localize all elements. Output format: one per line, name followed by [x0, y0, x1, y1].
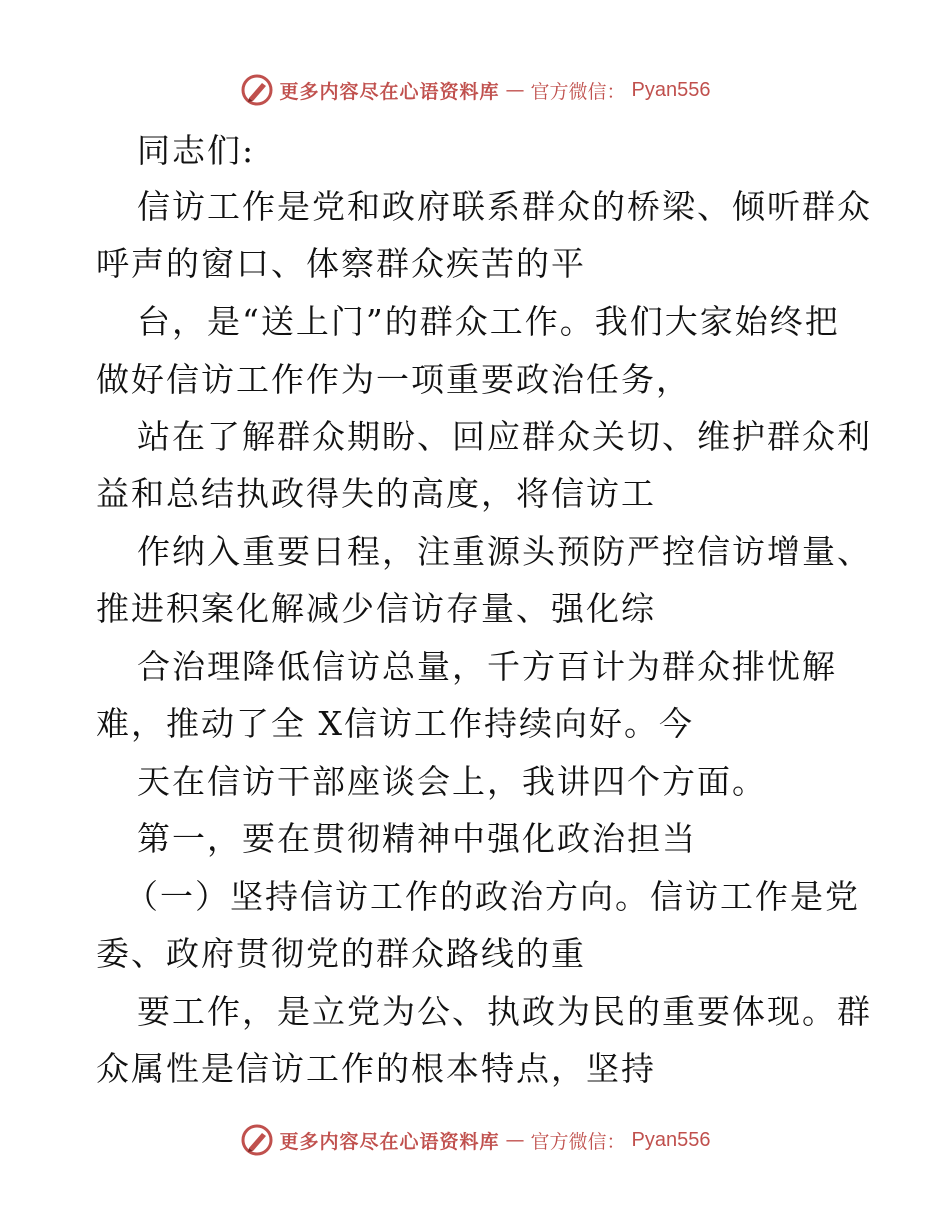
pen-logo-icon	[240, 1123, 274, 1157]
text-line: （一）坚持信访工作的政治方向。信访工作是党	[125, 877, 860, 916]
text-line: 呼声的窗口、体察群众疾苦的平	[96, 244, 586, 283]
banner-wechat-label: 官方微信：	[530, 80, 626, 103]
text-line: 天在信访干部座谈会上，我讲四个方面。	[137, 762, 767, 801]
section-heading: 第一，要在贯彻精神中强化政治担当	[137, 819, 697, 858]
text-line: 同志们:	[137, 131, 256, 170]
banner-wechat-label: 官方微信：	[530, 1130, 626, 1153]
text-line: 站在了解群众期盼、回应群众关切、维护群众利	[137, 417, 872, 456]
text-line: 委、政府贯彻党的群众路线的重	[96, 934, 586, 973]
banner-site-text: 更多内容尽在心语资料库	[279, 1130, 500, 1153]
banner-wechat-id: Pyan556	[631, 78, 711, 101]
text-line: 信访工作是党和政府联系群众的桥梁、倾听群众	[137, 187, 872, 226]
pen-logo-icon	[240, 73, 274, 107]
text-line: 益和总结执政得失的高度，将信访工	[96, 474, 656, 513]
banner-separator: —	[505, 79, 525, 101]
text-line: 做好信访工作作为一项重要政治任务，	[96, 360, 691, 399]
text-line: 作纳入重要日程，注重源头预防严控信访增量、	[137, 532, 872, 571]
banner-separator: —	[505, 1129, 525, 1151]
banner-site-text: 更多内容尽在心语资料库	[279, 80, 500, 103]
text-line: 要工作，是立党为公、执政为民的重要体现。群	[137, 992, 872, 1031]
text-line: 合治理降低信访总量，千方百计为群众排忧解	[137, 647, 837, 686]
text-line: 难，推动了全 X信访工作持续向好。今	[96, 704, 694, 743]
text-line: 推进积案化解减少信访存量、强化综	[96, 589, 656, 628]
footer-banner	[0, 1120, 950, 1160]
text-line: 台，是“送上门”的群众工作。我们大家始终把	[137, 302, 840, 341]
header-banner	[0, 70, 950, 110]
banner-wechat-id: Pyan556	[631, 1128, 711, 1151]
text-line: 众属性是信访工作的根本特点，坚持	[96, 1049, 656, 1088]
